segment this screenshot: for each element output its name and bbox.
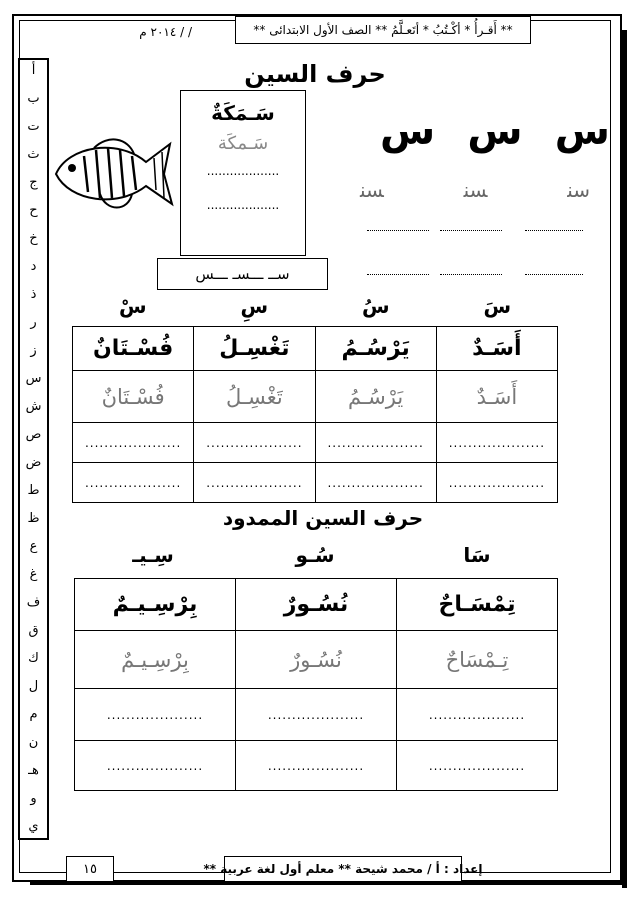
table-row xyxy=(73,327,558,371)
alphabet-letter: غ xyxy=(29,567,38,582)
word-cell: نُسُـورٌ xyxy=(236,579,397,631)
writing-cell[interactable]: .................... xyxy=(436,463,557,503)
writing-cell[interactable]: .................... xyxy=(436,423,557,463)
alphabet-column xyxy=(18,58,49,840)
word-cell: فُسْـتَانٌ xyxy=(73,327,194,371)
letter-form: ﺳﻨ xyxy=(567,178,590,202)
section1-title: حرف السين xyxy=(244,60,386,88)
table-row xyxy=(75,741,558,791)
header-title: ** أَقـرأُ * أكْـتُبُ * أتَعـلَّمُ ** الصف الأول الابتدائى ** xyxy=(235,16,531,44)
fish-icon xyxy=(48,128,176,216)
vowel-form: سَا xyxy=(463,543,491,567)
table-row xyxy=(73,423,558,463)
alphabet-letter: ع xyxy=(29,539,38,554)
word-cell: يَرْسُـمُ xyxy=(315,327,436,371)
alphabet-letter: ظ xyxy=(27,511,40,526)
alphabet-letter: ذ xyxy=(30,287,37,302)
trace-cell: بِرْسِـيـمٌ xyxy=(75,631,236,689)
alphabet-letter: أ xyxy=(31,63,36,78)
alphabet-letter: د xyxy=(30,259,37,274)
vowel-form: سُ xyxy=(361,294,390,318)
words-table-1 xyxy=(72,326,558,503)
alphabet-letter: ث xyxy=(27,147,40,162)
writing-line[interactable]: ................... xyxy=(206,198,280,212)
alphabet-letter: ي xyxy=(28,819,39,834)
alphabet-letter: ب xyxy=(27,91,40,106)
big-letters xyxy=(380,108,610,154)
alphabet-letter: م xyxy=(29,707,38,722)
trace-cell: نُسُـورٌ xyxy=(236,631,397,689)
table-row xyxy=(73,463,558,503)
alphabet-letter: ت xyxy=(27,119,40,134)
alphabet-letter: ن xyxy=(28,735,39,750)
word-cell: أَسَـدٌ xyxy=(436,327,557,371)
writing-line[interactable]: ................... xyxy=(206,164,280,178)
writing-cell[interactable]: .................... xyxy=(75,741,236,791)
alphabet-letter: و xyxy=(30,791,37,806)
alphabet-letter: ح xyxy=(29,203,38,218)
alphabet-letter: ف xyxy=(26,595,41,610)
writing-cell[interactable]: .................... xyxy=(194,463,315,503)
word-cell: تِمْسَـاحٌ xyxy=(397,579,558,631)
fish-word-trace: سَـمكَة xyxy=(217,133,269,154)
writing-line[interactable] xyxy=(440,230,502,231)
vowel-form: سِـيـ xyxy=(132,543,174,567)
trace-cell: أَسَـدٌ xyxy=(436,371,557,423)
alphabet-letter: ر xyxy=(30,315,37,330)
page-number: ١٥ xyxy=(66,856,114,882)
writing-line[interactable] xyxy=(525,274,583,275)
big-letter: س xyxy=(554,108,610,154)
alphabet-letter: س xyxy=(25,371,42,386)
word-cell: تَغْسِـلُ xyxy=(194,327,315,371)
vowel-form: سْ xyxy=(118,294,147,318)
word-cell: بِرْسِـيـمٌ xyxy=(75,579,236,631)
vowel-form: سَ xyxy=(483,294,512,318)
vowel-form: سُـو xyxy=(295,543,335,567)
writing-line[interactable] xyxy=(525,230,583,231)
fish-word: سَـمَكَةٌ xyxy=(211,101,275,125)
alphabet-letter: خ xyxy=(29,231,38,246)
writing-cell[interactable]: .................... xyxy=(236,689,397,741)
writing-cell[interactable]: .................... xyxy=(194,423,315,463)
alphabet-letter: ض xyxy=(25,455,42,470)
writing-cell[interactable]: .................... xyxy=(397,689,558,741)
table-row xyxy=(75,579,558,631)
writing-cell[interactable]: .................... xyxy=(397,741,558,791)
connected-forms-box: ســ ـــسـ ـــس xyxy=(157,258,328,290)
words-table-2 xyxy=(74,578,558,791)
letter-forms-trace xyxy=(360,178,590,202)
writing-cell[interactable]: .................... xyxy=(73,463,194,503)
writing-cell[interactable]: .................... xyxy=(315,463,436,503)
alphabet-letter: ط xyxy=(27,483,40,498)
section2-title: حرف السين الممدود xyxy=(222,506,424,530)
trace-cell: تِـمْسَاحٌ xyxy=(397,631,558,689)
trace-cell: فُسْـتَانٌ xyxy=(73,371,194,423)
alphabet-letter: ص xyxy=(25,427,42,442)
long-vowel-forms-row xyxy=(72,543,558,567)
alphabet-letter: ز xyxy=(30,343,37,358)
alphabet-letter: ل xyxy=(28,679,39,694)
letter-form: ﺴﻨ xyxy=(360,178,384,202)
trace-cell: يَرْسُـمُ xyxy=(315,371,436,423)
table-row xyxy=(75,689,558,741)
writing-cell[interactable]: .................... xyxy=(73,423,194,463)
letter-form: ﺴﻨ xyxy=(463,178,488,202)
footer-credit: إعداد : أ / محمد شيحة ** معلم أول لغة عربية ** xyxy=(224,856,462,882)
writing-cell[interactable]: .................... xyxy=(315,423,436,463)
big-letter: س xyxy=(380,108,436,154)
big-letter: س xyxy=(467,108,523,154)
fish-word-box xyxy=(180,90,306,256)
alphabet-letter: ج xyxy=(29,175,38,190)
writing-line[interactable] xyxy=(440,274,502,275)
alphabet-letter: ش xyxy=(25,399,42,414)
vowel-forms-row xyxy=(72,294,558,318)
table-row xyxy=(75,631,558,689)
table-row xyxy=(73,371,558,423)
alphabet-letter: ك xyxy=(28,651,39,666)
vowel-form: سِ xyxy=(240,294,269,318)
writing-cell[interactable]: .................... xyxy=(75,689,236,741)
alphabet-letter: ق xyxy=(28,623,39,638)
alphabet-letter: هـ xyxy=(28,763,39,778)
writing-line[interactable] xyxy=(367,274,429,275)
writing-cell[interactable]: .................... xyxy=(236,741,397,791)
trace-cell: تَغْسِـلُ xyxy=(194,371,315,423)
border-shadow-right xyxy=(622,30,627,888)
date-field: / / ٢٠١٤ م xyxy=(139,25,192,39)
writing-line[interactable] xyxy=(367,230,429,231)
